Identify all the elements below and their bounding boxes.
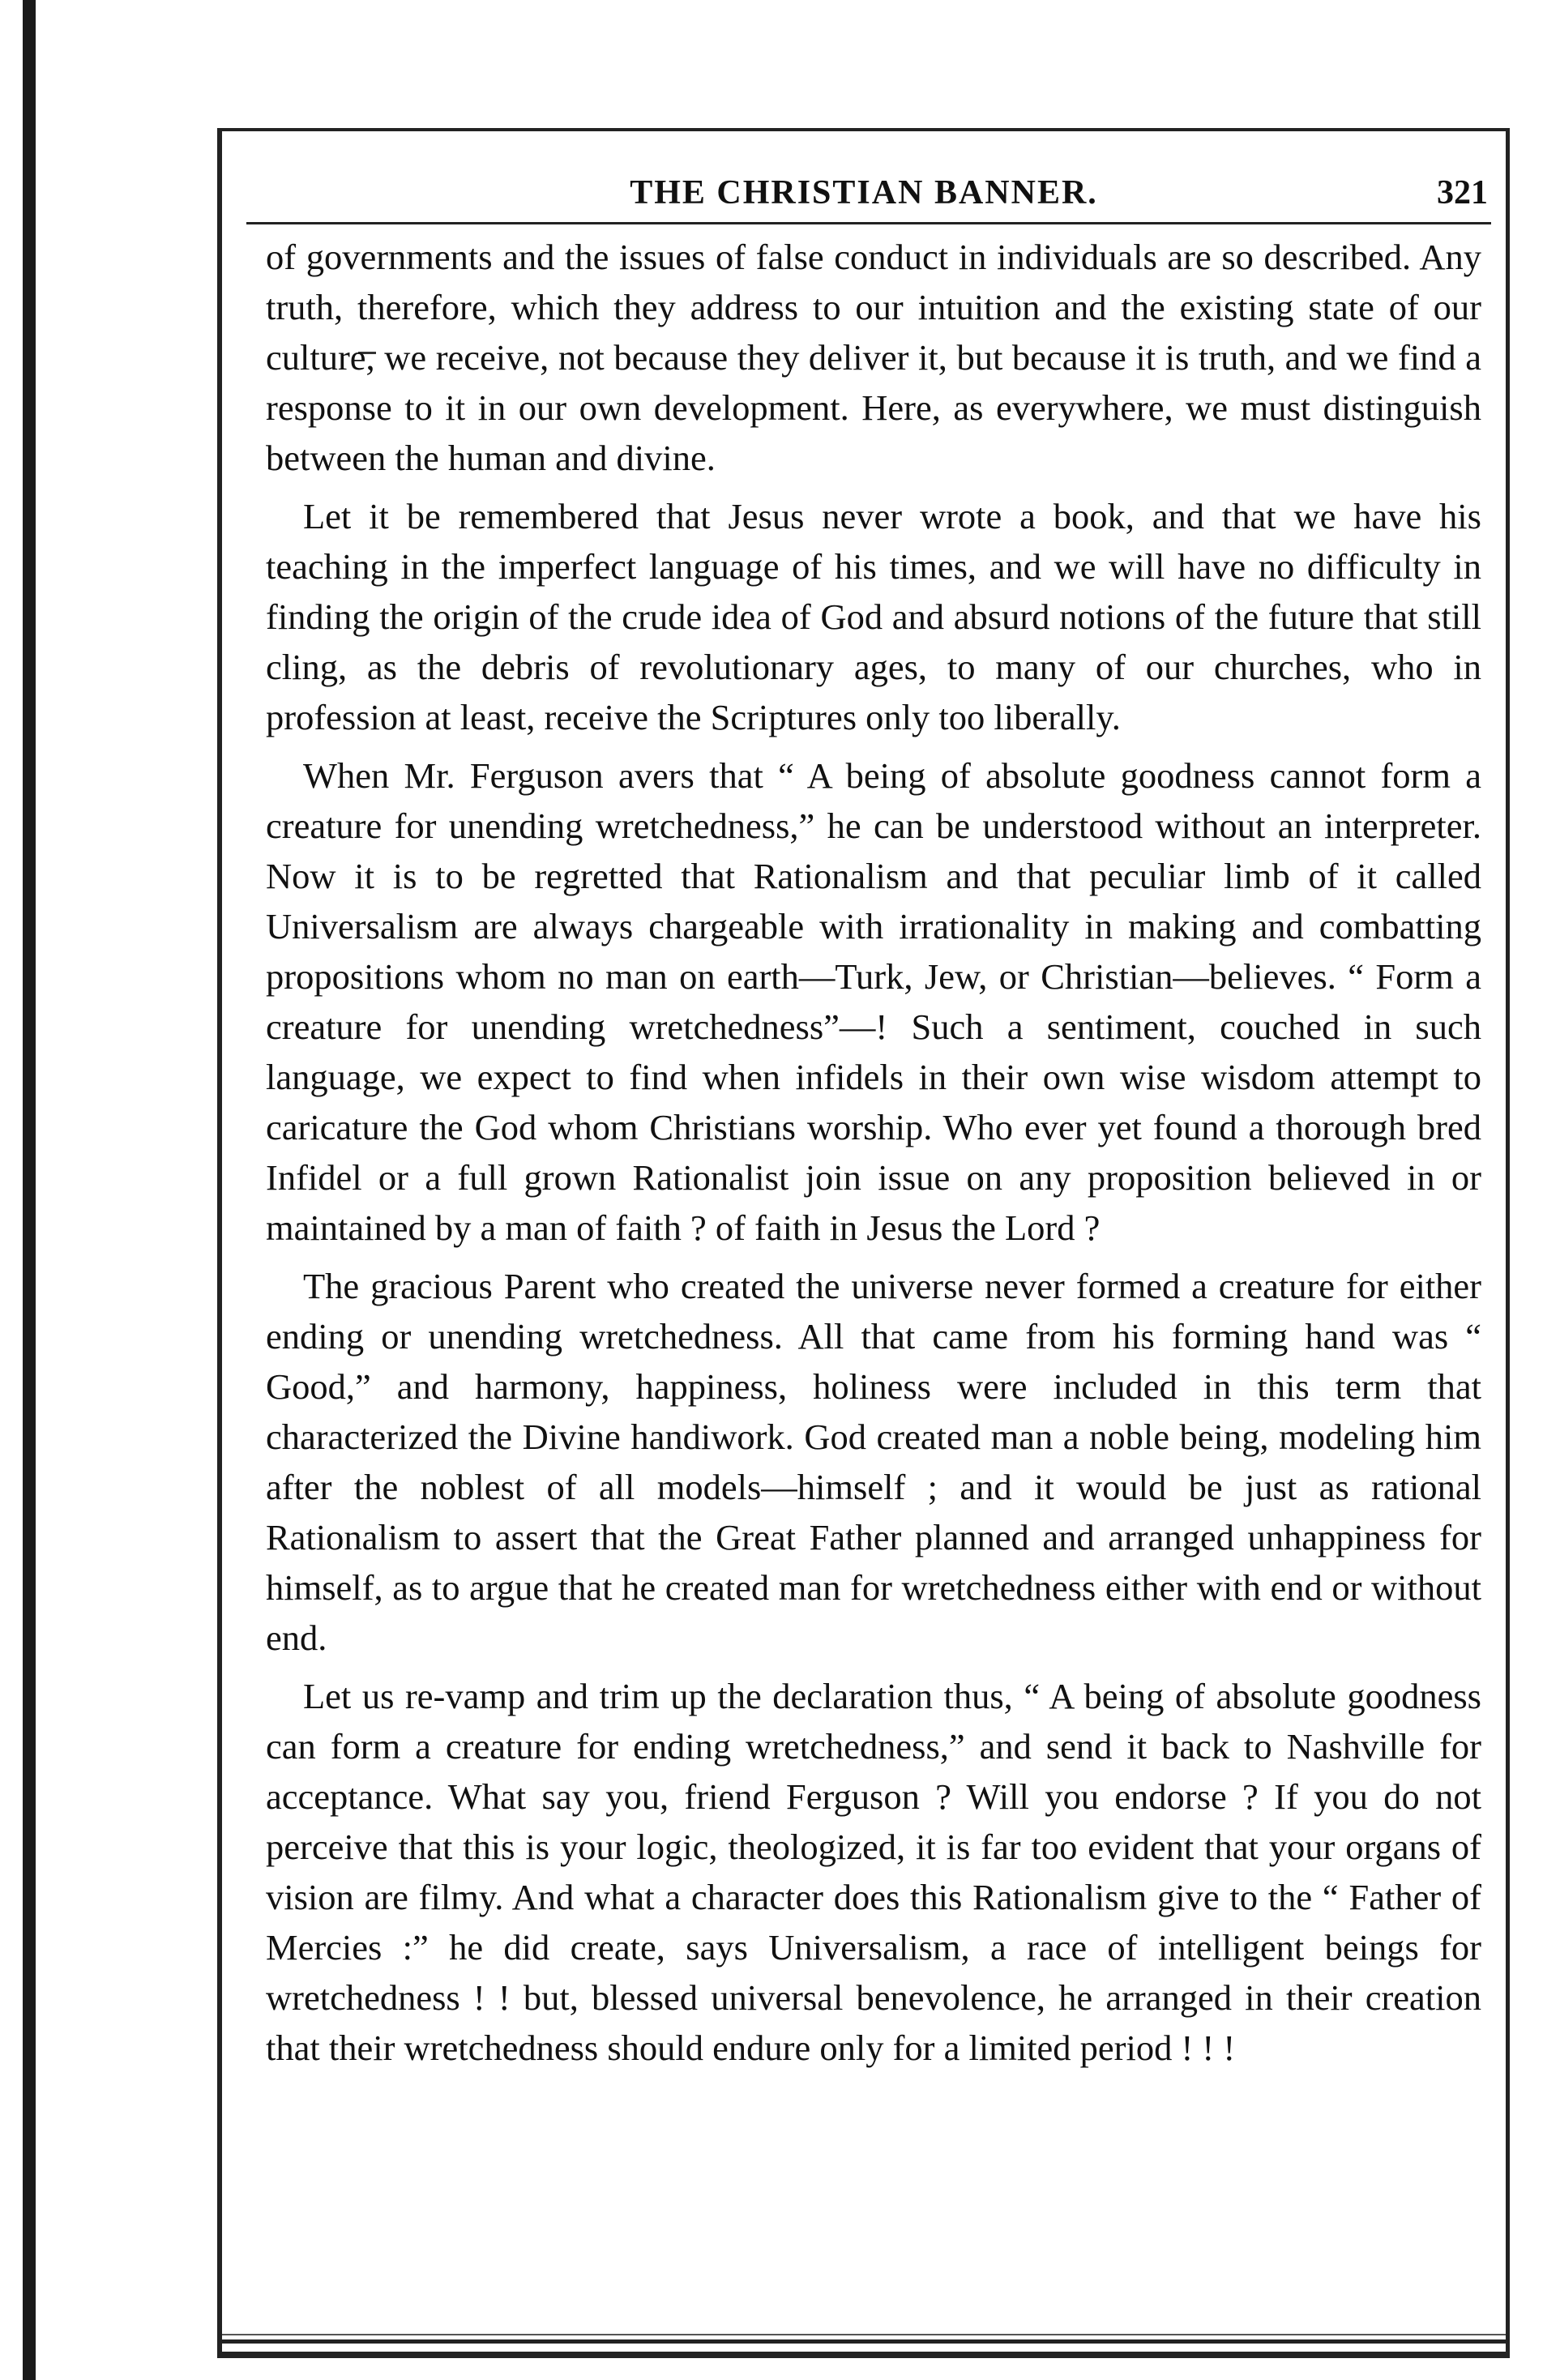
bottom-rule-thin bbox=[222, 2334, 1506, 2335]
page-frame bbox=[217, 128, 1510, 2358]
running-header bbox=[222, 173, 1506, 222]
paragraph-5: Let us re-vamp and trim up the declaration thus, “ A being of absolute goodness can form a creature for ending wretchedness,” and send it back to Nashville for acceptance. What say you, friend Ferguson ? Will you endorse ? If you do not perceive that this is your logic, theologized, it is far too evident that your organs of vision are filmy. And what a character does this Rationalism give to the “ Father of Mercies :” he did create, says Universalism, a race of intelligent beings for wretchedness ! ! but, blessed universal benevolence, he arranged in their creation that their wretchedness should endure only for a limited period ! ! ! bbox=[266, 1676, 1481, 2068]
page-binding-edge bbox=[23, 0, 36, 2380]
header-rule bbox=[246, 222, 1491, 224]
article-body bbox=[266, 232, 1481, 2081]
paragraph-3: When Mr. Ferguson avers that “ A being of absolute goodness cannot form a creature for unending wretchedness,” he can be understood without an interpreter. Now it is to be regretted that Rationalism and that peculiar limb of it called Universalism are always chargeable with irrationality in making and combatting propositions whom no man on earth—Turk, Jew, or Christian—believes. “ Form a creature for unending wretchedness”—! Such a sentiment, couched in such language, we expect to find when infidels in their own wise wisdom attempt to caricature the God whom Christians worship. Who ever yet found a thorough bred Infidel or a full grown Rationalist join issue on any proposition believed in or maintained by a man of faith ? of faith in Jesus the Lord ? bbox=[266, 755, 1481, 1248]
page-number: 321 bbox=[1437, 174, 1488, 212]
paragraph-4: The gracious Parent who created the universe never formed a creature for either ending or unending wretchedness. All that came from his forming hand was “ Good,” and harmony, happiness, holiness were included in this term that characterized the Divine handiwork. God created man a noble being, modeling him after the noblest of all models—himself ; and it would be just as rational Rationalism to assert that the Great Father planned and arranged unhappiness for himself, as to argue that he created man for wretchedness either with end or without end. bbox=[266, 1266, 1481, 1658]
bottom-rule-thick bbox=[222, 2339, 1506, 2344]
journal-title: THE CHRISTIAN BANNER. bbox=[630, 174, 1098, 212]
paragraph-1: of governments and the issues of false conduct in individuals are so described. Any truth, therefore, which they address to our intuition and the existing state of our culture, we receive, not because they deliver it, but because it is truth, and we find a response to it in our own development. Here, as everywhere, we must distinguish between the human and divine. bbox=[266, 237, 1481, 478]
paragraph-2: Let it be remembered that Jesus never wrote a book, and that we have his teaching in the imperfect language of his times, and we will have no difficulty in finding the origin of the crude idea of God and absurd notions of the future that still cling, as the debris of revolutionary ages, to many of our churches, who in profession at least, receive the Scriptures only too liberally. bbox=[266, 496, 1481, 737]
